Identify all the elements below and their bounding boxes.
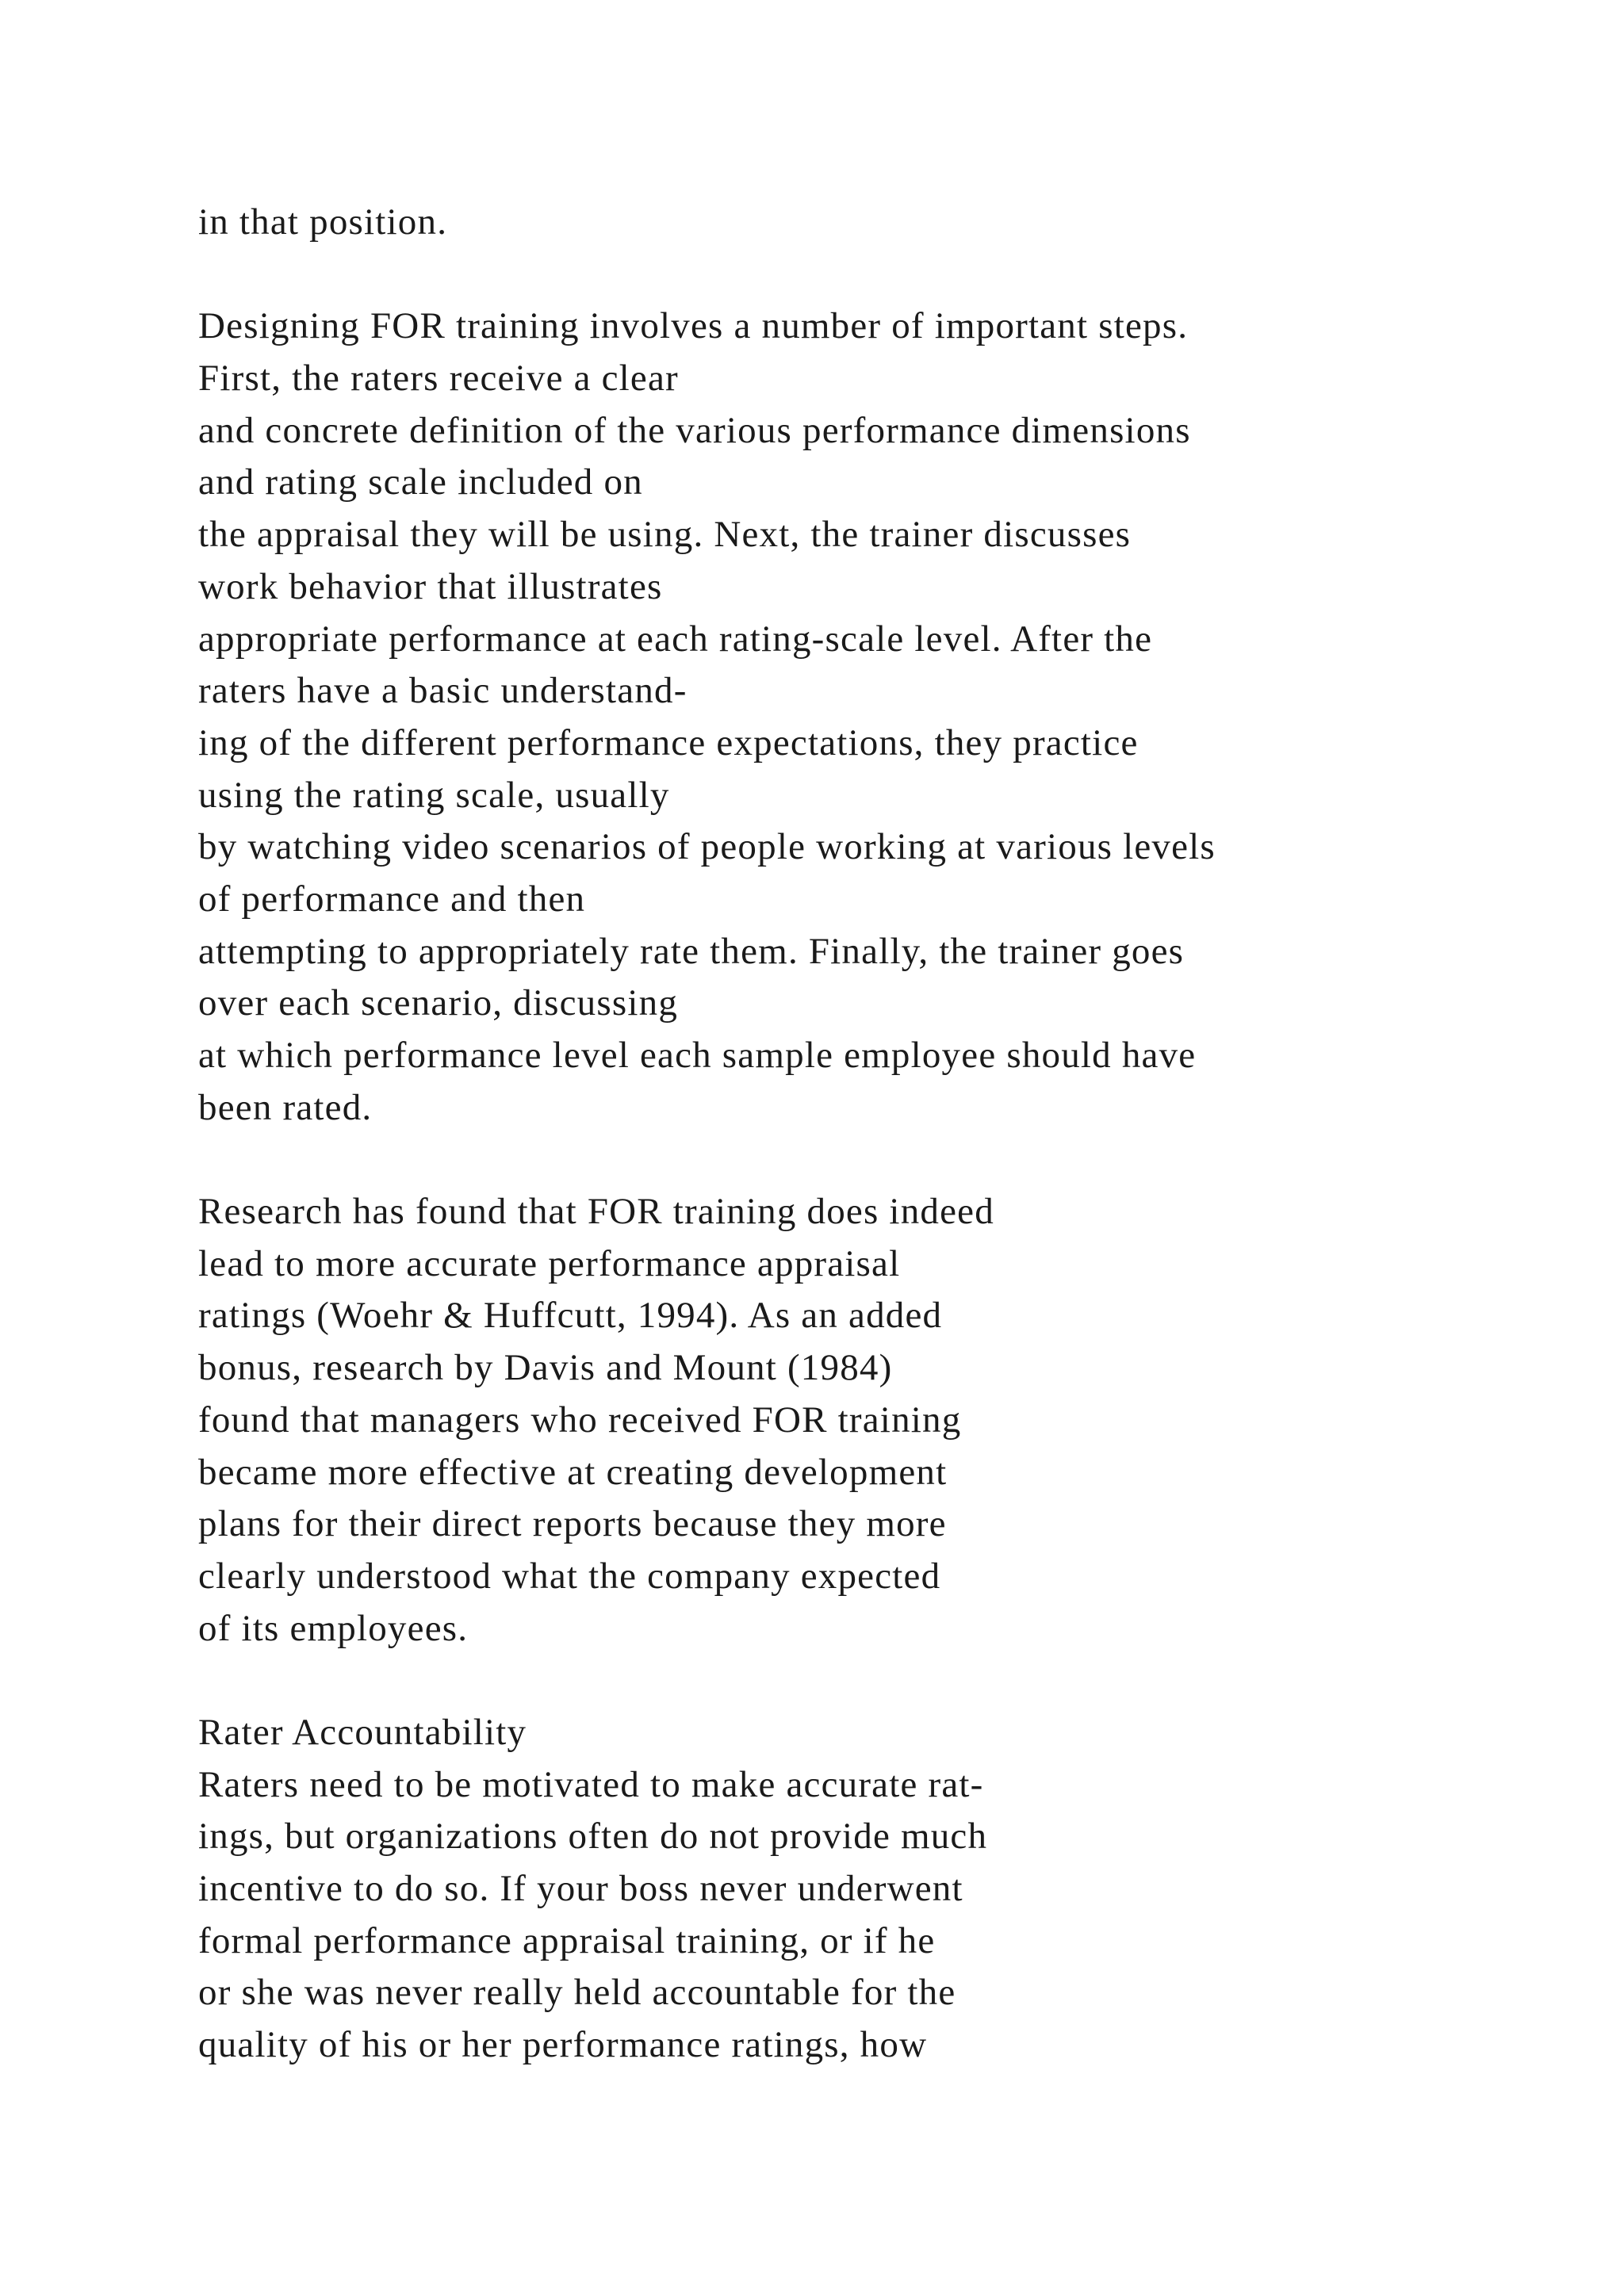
text-line: and concrete definition of the various performance dimensions	[198, 409, 1191, 451]
text-line: of its employees.	[198, 1607, 469, 1649]
text-line: of performance and then	[198, 878, 586, 920]
text-line: became more effective at creating development	[198, 1451, 948, 1493]
text-line: lead to more accurate performance appraisal	[198, 1242, 901, 1284]
text-line: work behavior that illustrates	[198, 565, 663, 607]
text-line: Research has found that FOR training does indeed	[198, 1191, 994, 1233]
text-line: bonus, research by Davis and Mount (1984)	[198, 1347, 893, 1389]
text-line: appropriate performance at each rating-scale level. After the	[198, 618, 1153, 660]
section-heading: Rater Accountability	[198, 1711, 527, 1753]
text-line: attempting to appropriately rate them. Finally, the trainer goes	[198, 930, 1185, 972]
text-line: Raters need to be motivated to make accurate rat-	[198, 1763, 984, 1805]
blank-line	[198, 1134, 1594, 1186]
blank-line	[198, 249, 1594, 301]
text-line: quality of his or her performance ratings, how	[198, 2024, 928, 2066]
text-line: ings, but organizations often do not provide much	[198, 1816, 988, 1858]
text-line: ing of the different performance expectations, they practice	[198, 721, 1139, 763]
text-line: raters have a basic understand-	[198, 670, 688, 712]
text-line: by watching video scenarios of people working at various levels	[198, 826, 1216, 868]
text-line: been rated.	[198, 1086, 373, 1128]
body-text	[198, 197, 1594, 2072]
text-line: in that position.	[198, 201, 448, 243]
text-line: clearly understood what the company expected	[198, 1555, 941, 1597]
text-line: or she was never really held accountable for the	[198, 1972, 956, 2014]
text-line: the appraisal they will be using. Next, the trainer discusses	[198, 514, 1132, 556]
blank-line	[198, 1655, 1594, 1707]
text-line: at which performance level each sample employee should have	[198, 1035, 1197, 1076]
text-line: plans for their direct reports because they more	[198, 1503, 947, 1545]
text-line: and rating scale included on	[198, 461, 643, 503]
text-line: ratings (Woehr & Huffcutt, 1994). As an added	[198, 1295, 943, 1337]
text-line: formal performance appraisal training, or if he	[198, 1919, 936, 1961]
text-line: Designing FOR training involves a number of important steps.	[198, 305, 1189, 347]
text-line: First, the raters receive a clear	[198, 358, 679, 400]
text-line: found that managers who received FOR training	[198, 1399, 962, 1441]
text-line: over each scenario, discussing	[198, 982, 679, 1024]
text-line: using the rating scale, usually	[198, 774, 670, 816]
text-line: incentive to do so. If your boss never underwent	[198, 1868, 963, 1909]
